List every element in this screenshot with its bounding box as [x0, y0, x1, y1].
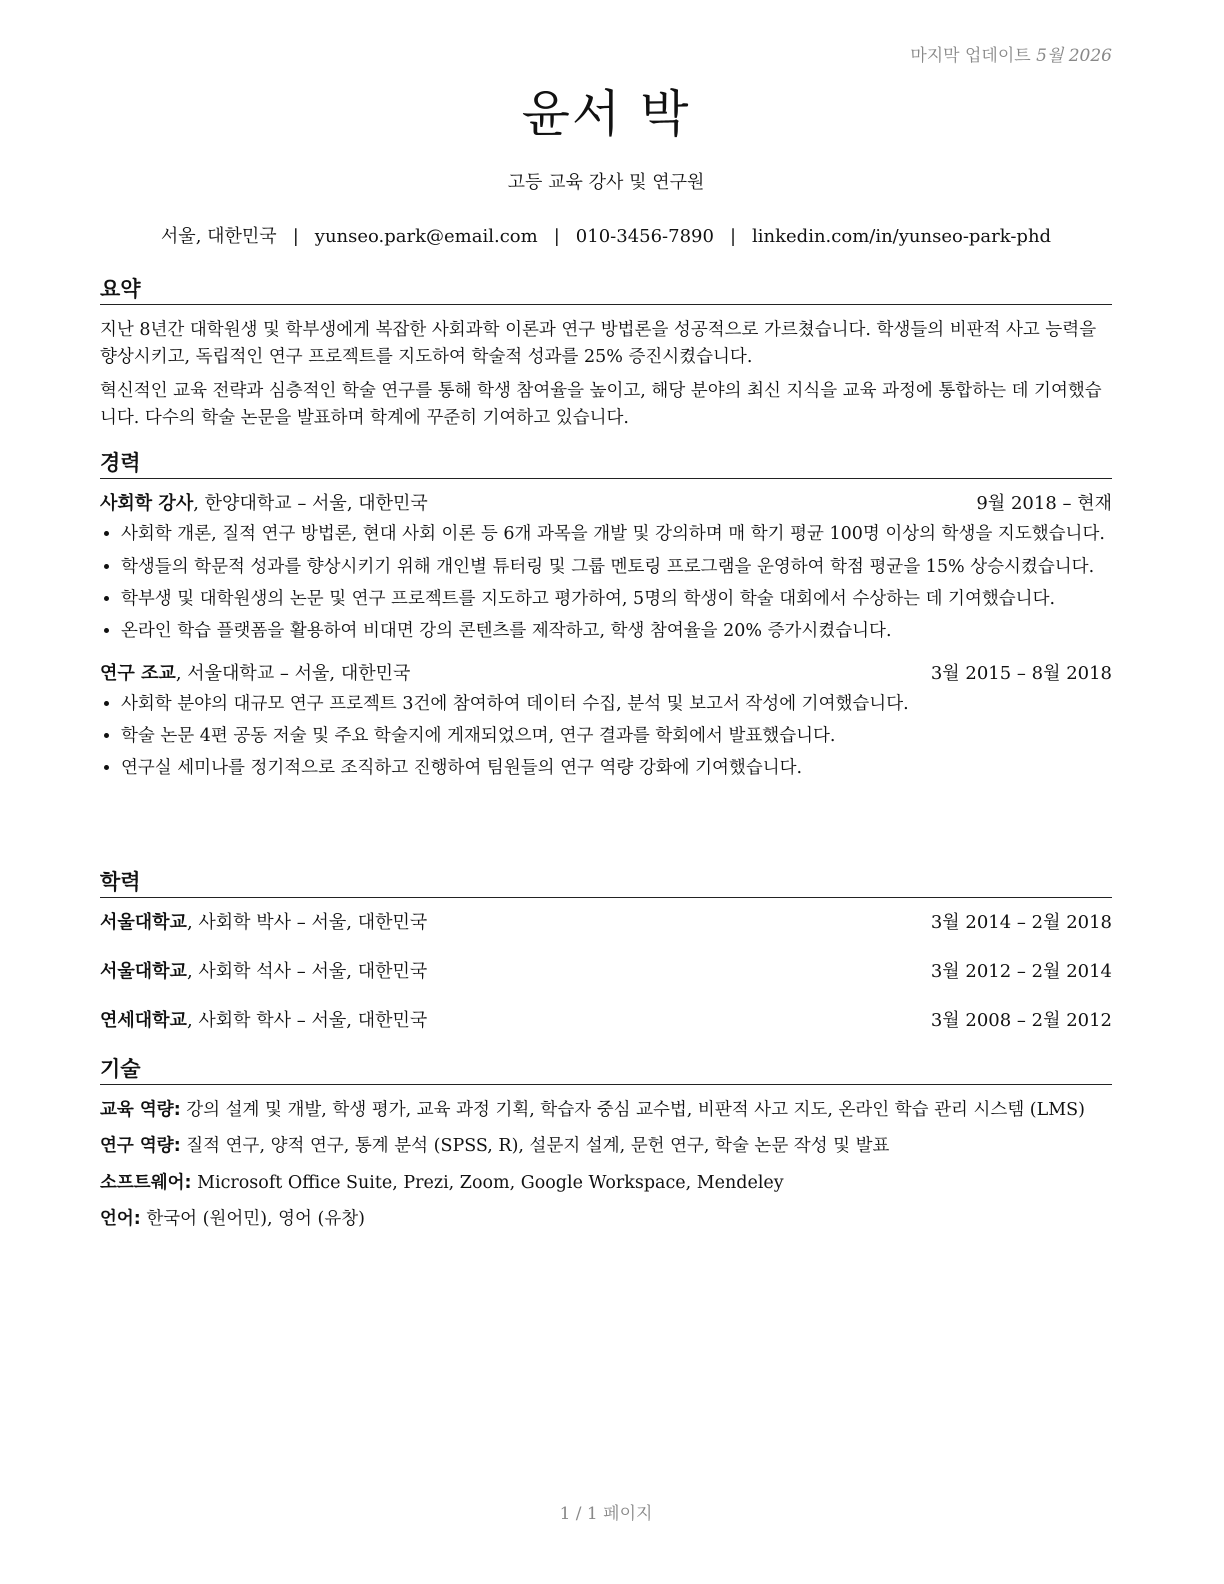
job-entry: [100, 491, 1112, 645]
skill-value: 질적 연구, 양적 연구, 통계 분석 (SPSS, R), 설문지 설계, 문헌 연구, 학술 논문 작성 및 발표: [180, 1136, 890, 1157]
degree-detail: , 사회학 석사 – 서울, 대한민국: [186, 961, 428, 983]
job-bullets: [100, 521, 1112, 645]
contact-separator: |: [553, 226, 560, 247]
skills-section: [100, 1056, 1112, 1233]
job-dates: 9월 2018 – 현재: [976, 493, 1112, 515]
skill-line: [100, 1170, 1112, 1197]
skill-value: 강의 설계 및 개발, 학생 평가, 교육 과정 기획, 학습자 중심 교수법, 비판적 사고 지도, 온라인 학습 관리 시스템 (LMS): [180, 1100, 1085, 1121]
education-dates: 3월 2008 – 2월 2012: [930, 1010, 1112, 1032]
job-header: [100, 491, 1112, 517]
contact-linkedin-link[interactable]: linkedin.com/in/yunseo-park-phd: [752, 226, 1052, 247]
school-name: 연세대학교: [100, 1010, 187, 1032]
school-name: 서울대학교: [100, 961, 187, 983]
education-entry: [100, 959, 1112, 985]
job-title: 고등 교육 강사 및 연구원: [507, 172, 705, 193]
education-heading: 학력: [100, 869, 1112, 898]
list-item: • 연구실 세미나를 정기적으로 조직하고 진행하여 팀원들의 연구 역량 강화에 기여했습니다.: [121, 755, 1112, 782]
skills-heading: 기술: [100, 1056, 1112, 1085]
summary-paragraph: 지난 8년간 대학원생 및 학부생에게 복잡한 사회과학 이론과 연구 방법론을 성공적으로 가르쳤습니다. 학생들의 비판적 사고 능력을 향상시키고, 독립적인 연구 프로젝트를 지도하여 학술적 성과를 25% 증진시켰습니다.: [100, 320, 1097, 368]
job-header: [100, 661, 1112, 687]
list-item: • 사회학 분야의 대규모 연구 프로젝트 3건에 참여하여 데이터 수집, 분석 및 보고서 작성에 기여했습니다.: [121, 691, 1112, 718]
skill-label: 소프트웨어:: [100, 1172, 192, 1193]
job-organization: , 한양대학교 – 서울, 대한민국: [193, 493, 428, 515]
education-dates: 3월 2012 – 2월 2014: [930, 961, 1112, 983]
skill-label: 언어:: [100, 1208, 141, 1229]
contact-location: 서울, 대한민국: [160, 226, 277, 247]
summary-heading: 요약: [100, 276, 1112, 305]
page-number: 1 / 1 페이지: [559, 1504, 653, 1524]
contact-separator: |: [292, 226, 299, 247]
job-organization: , 서울대학교 – 서울, 대한민국: [175, 662, 411, 684]
job-entry: [100, 661, 1112, 782]
experience-section: [100, 450, 1112, 787]
list-item: • 학부생 및 대학원생의 논문 및 연구 프로젝트를 지도하고 평가하여, 5명의 학생이 학술 대회에서 수상하는 데 기여했습니다.: [121, 586, 1112, 613]
experience-heading: 경력: [100, 450, 1112, 479]
skill-line: [100, 1206, 1112, 1233]
updated-year: 2026: [1068, 46, 1112, 66]
updated-label: 마지막 업데이트: [910, 46, 1031, 66]
skill-line: [100, 1097, 1112, 1124]
skill-line: [100, 1133, 1112, 1160]
contact-separator: |: [729, 226, 737, 247]
list-item: • 온라인 학습 플랫폼을 활용하여 비대면 강의 콘텐츠를 제작하고, 학생 참여율을 20% 증가시켰습니다.: [121, 618, 1112, 645]
last-updated: [910, 44, 1112, 69]
education-section: [100, 869, 1112, 1035]
school-name: 서울대학교: [100, 912, 187, 934]
contact-line: [100, 224, 1112, 250]
contact-phone[interactable]: 010-3456-7890: [575, 226, 714, 247]
degree-detail: , 사회학 학사 – 서울, 대한민국: [186, 1010, 428, 1032]
skill-label: 교육 역량:: [100, 1100, 181, 1121]
list-item: • 사회학 개론, 질적 연구 방법론, 현대 사회 이론 등 6개 과목을 개발 및 강의하며 매 학기 평균 100명 이상의 학생을 지도했습니다.: [121, 521, 1112, 548]
education-entry: [100, 910, 1112, 936]
skill-value: Microsoft Office Suite, Prezi, Zoom, Google Workspace, Mendeley: [191, 1172, 784, 1193]
summary-paragraph: 혁신적인 교육 전략과 심층적인 학술 연구를 통해 학생 참여율을 높이고, 해당 분야의 최신 지식을 교육 과정에 통합하는 데 기여했습니다. 다수의 학술 논문을 발표하며 학계에 꾸준히 기여하고 있습니다.: [100, 380, 1102, 428]
education-dates: 3월 2014 – 2월 2018: [930, 912, 1112, 934]
job-role: 연구 조교: [100, 662, 176, 684]
education-entry: [100, 1008, 1112, 1034]
job-role: 사회학 강사: [100, 493, 194, 515]
degree-detail: , 사회학 박사 – 서울, 대한민국: [186, 912, 428, 934]
job-bullets: [100, 691, 1112, 782]
list-item: • 학술 논문 4편 공동 저술 및 주요 학술지에 게재되었으며, 연구 결과를 학회에서 발표했습니다.: [121, 723, 1112, 750]
skill-label: 연구 역량:: [100, 1136, 181, 1157]
skill-value: 한국어 (원어민), 영어 (유창): [140, 1208, 365, 1229]
list-item: • 학생들의 학문적 성과를 향상시키기 위해 개인별 튜터링 및 그룹 멘토링 프로그램을 운영하여 학점 평균을 15% 상승시켰습니다.: [121, 554, 1112, 581]
person-name: 윤서 박: [521, 85, 691, 143]
summary-section: [100, 276, 1112, 432]
job-dates: 3월 2015 – 8월 2018: [930, 662, 1112, 684]
updated-month: 5월: [1036, 46, 1064, 66]
contact-email[interactable]: yunseo.park@email.com: [314, 226, 538, 247]
